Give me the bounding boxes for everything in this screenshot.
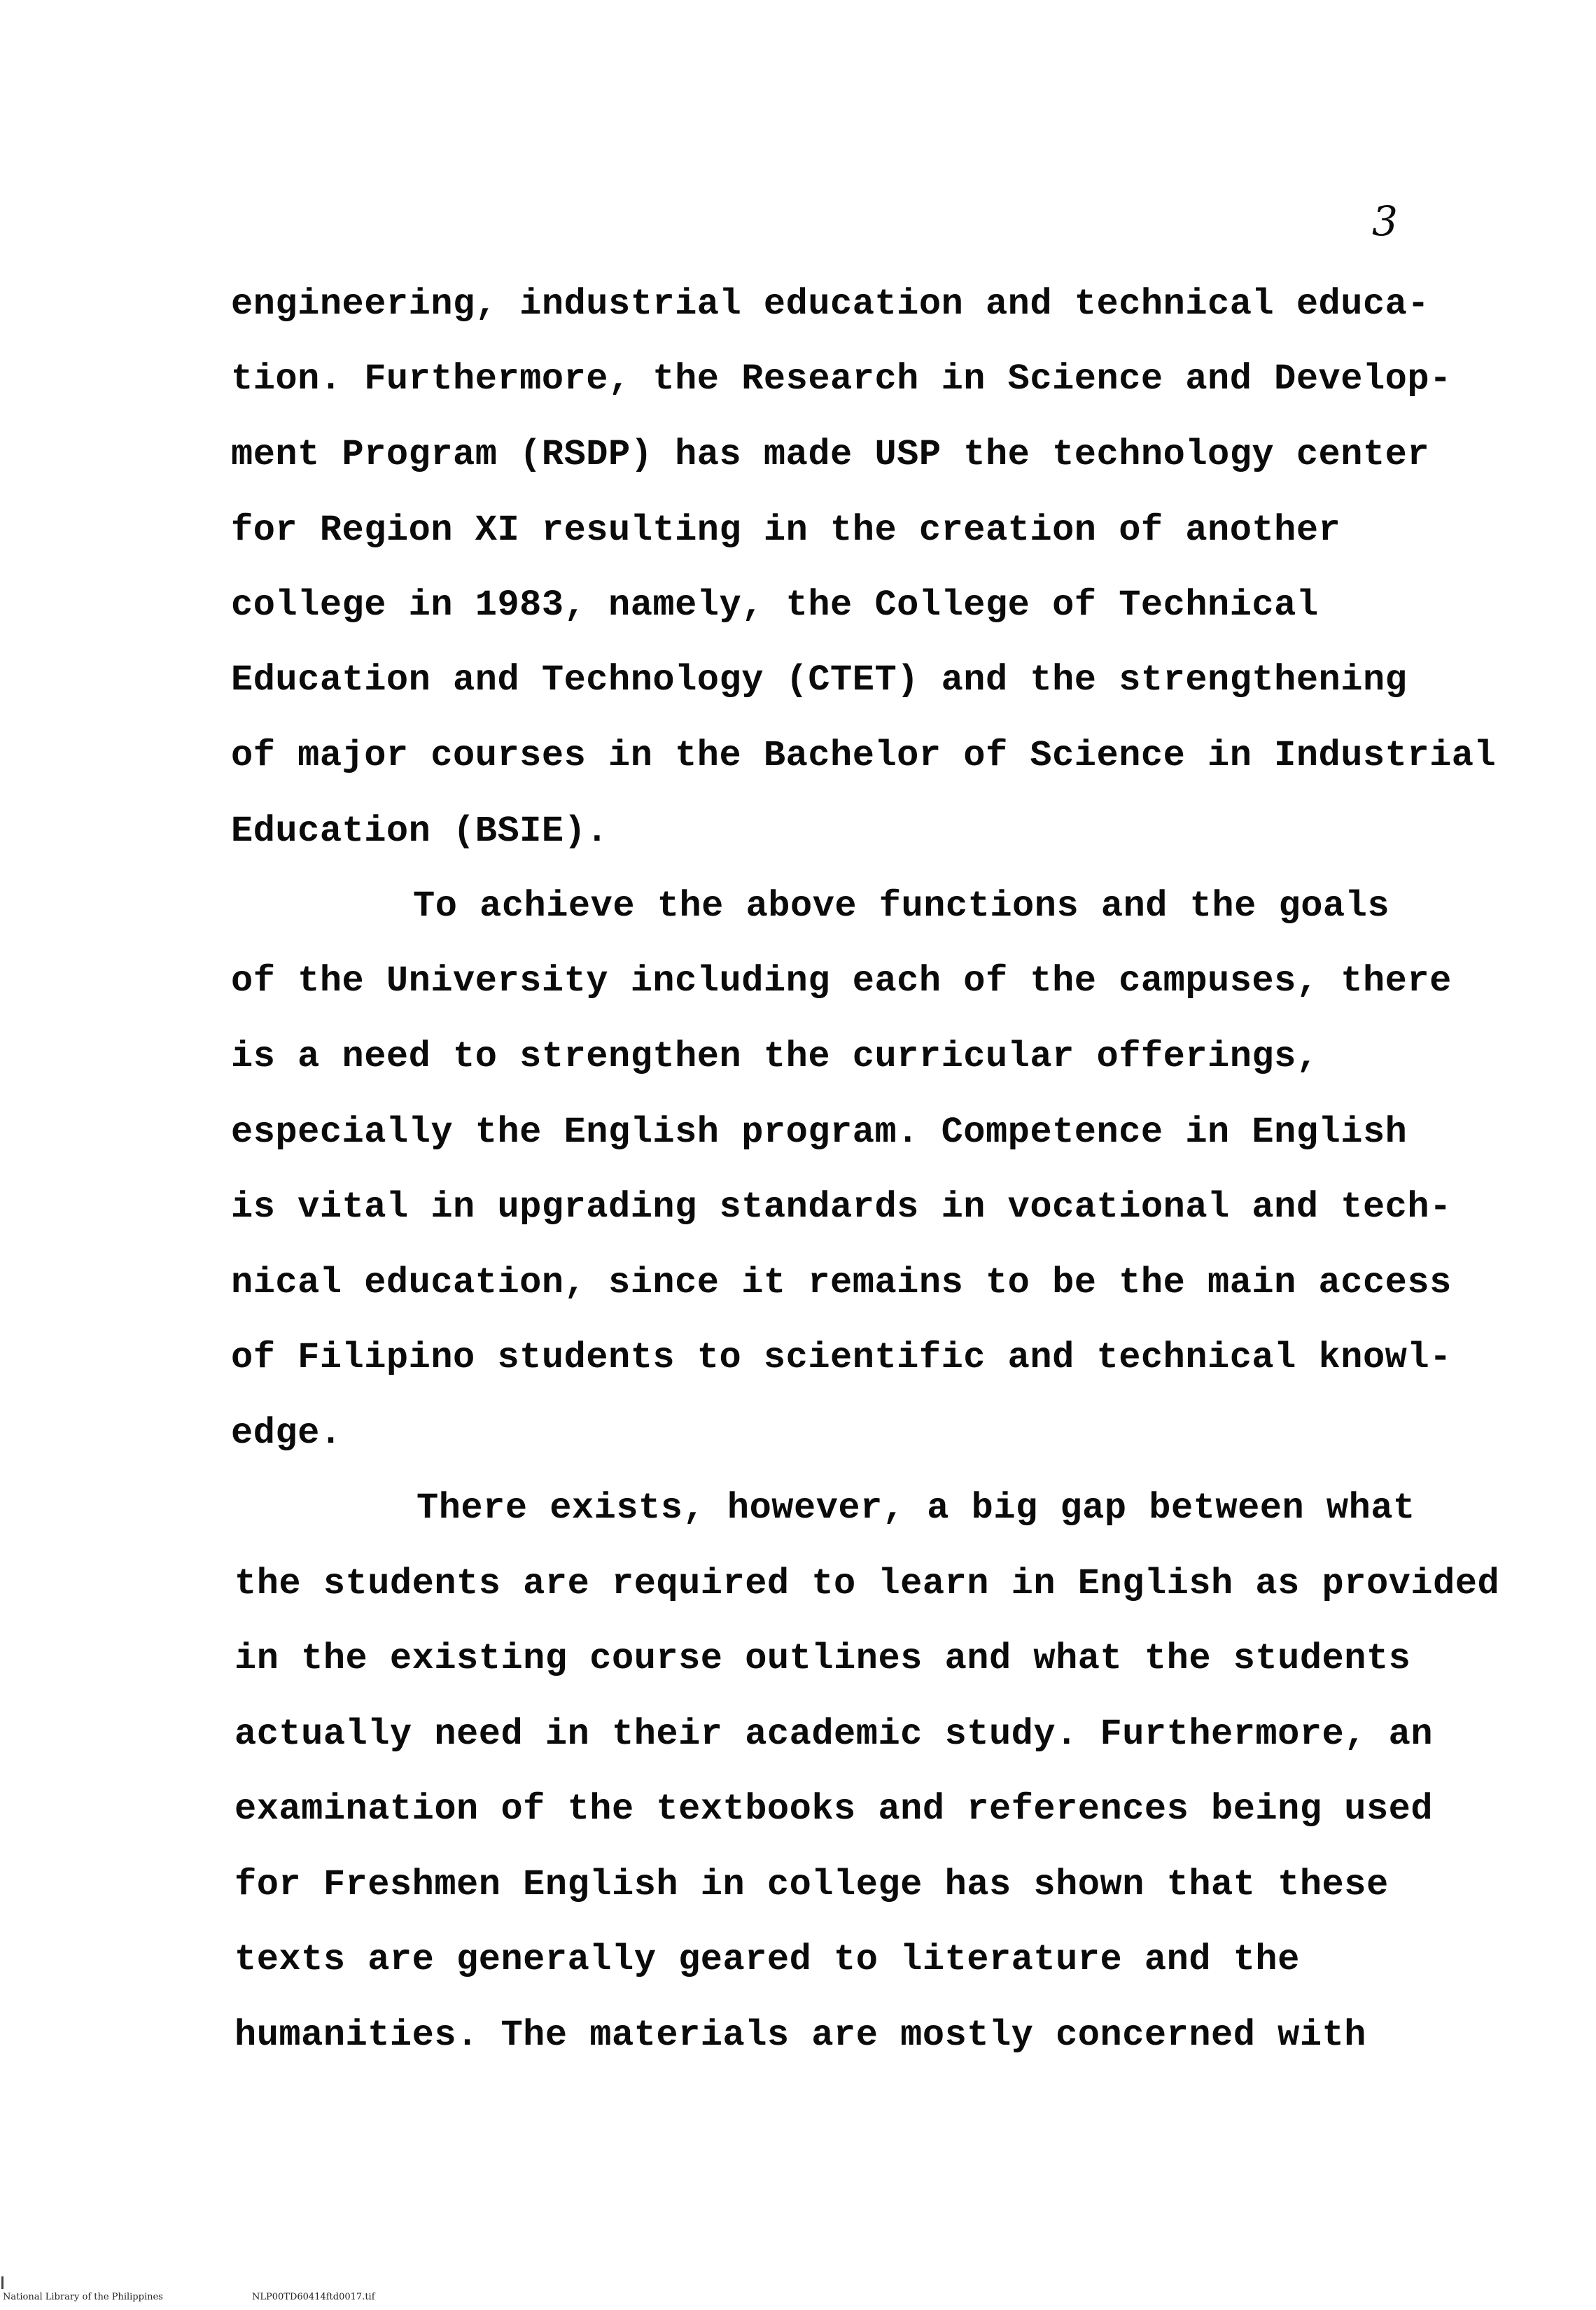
text-line: edge. xyxy=(231,1413,342,1454)
text-line: is vital in upgrading standards in vocational and tech- xyxy=(231,1186,1452,1228)
text-line: texts are generally geared to literature and the xyxy=(234,1939,1300,1980)
page-number: 3 xyxy=(1372,197,1398,245)
text-line: in the existing course outlines and what the students xyxy=(234,1638,1411,1679)
text-line: humanities. The materials are mostly concerned with xyxy=(234,2015,1366,2056)
text-line: of Filipino students to scientific and technical knowl- xyxy=(231,1337,1452,1378)
text-line: for Region XI resulting in the creation of another xyxy=(231,510,1341,551)
text-line: ment Program (RSDP) has made USP the technology center xyxy=(231,434,1430,475)
text-line: engineering, industrial education and technical educa- xyxy=(231,284,1430,325)
text-line: is a need to strengthen the curricular offerings, xyxy=(231,1036,1319,1077)
text-line: To achieve the above functions and the goals xyxy=(413,886,1390,927)
library-credit: National Library of the Philippines xyxy=(3,2292,163,2302)
text-line: the students are required to learn in English as provided xyxy=(234,1563,1500,1604)
text-line: There exists, however, a big gap between what xyxy=(416,1488,1415,1529)
scan-footer xyxy=(0,2289,1596,2306)
text-line: of the University including each of the campuses, there xyxy=(231,960,1452,1002)
text-line: for Freshmen English in college has shown that these xyxy=(234,1864,1389,1905)
text-line: actually need in their academic study. Furthermore, an xyxy=(234,1714,1434,1755)
text-line: nical education, since it remains to be the main access xyxy=(231,1262,1452,1303)
file-identifier: NLP00TD60414ftd0017.tif xyxy=(252,2292,375,2302)
scan-edge-mark xyxy=(1,2276,4,2289)
text-line: of major courses in the Bachelor of Science in Industrial xyxy=(231,735,1497,776)
text-line: Education and Technology (CTET) and the strengthening xyxy=(231,659,1408,701)
text-line: examination of the textbooks and references being used xyxy=(234,1788,1434,1830)
text-line: college in 1983, namely, the College of Technical xyxy=(231,584,1319,626)
text-line: tion. Furthermore, the Research in Science and Develop- xyxy=(231,358,1452,400)
text-line: especially the English program. Competence in English xyxy=(231,1112,1408,1153)
text-line: Education (BSIE). xyxy=(231,811,608,852)
